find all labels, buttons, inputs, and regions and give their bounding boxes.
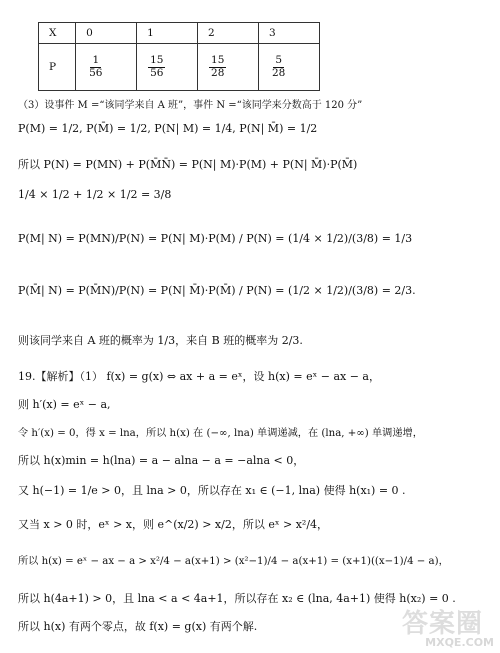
table-cell: X <box>39 23 76 44</box>
text-line-inequality: 又当 x > 0 时，eˣ > x，则 e^(x/2) > x/2，所以 eˣ > x²/4， <box>18 518 329 531</box>
watermark-text: 答案圈 <box>402 609 484 639</box>
text-line-zero-x2: 所以 h(4a+1) > 0，且 lna < a < 4a+1，所以存在 x₂ ∈ (lna, 4a+1) 使得 h(x₂) = 0 . <box>18 592 456 605</box>
formula-line-bayes-b: P(M̄| N) = P(M̄N)/P(N) = P(N| M̄)·P(M̄) / P(N) = (1/2 × 1/2)/(3/8) = 2/3. <box>18 284 416 297</box>
denominator: 56 <box>150 66 164 79</box>
distribution-table <box>38 22 320 91</box>
formula-line-compute: 1/4 × 1/2 + 1/2 × 1/2 = 3/8 <box>18 188 172 201</box>
formula-line-bound: 所以 h(x) = eˣ − ax − a > x²/4 − a(x+1) > (x²−1)/4 − a(x+1) = (x+1)((x−1)/4 − a)， <box>18 556 449 567</box>
formula-line-derivative: 则 h′(x) = eˣ − a, <box>18 398 111 411</box>
text-line-monotonic: 令 h′(x) = 0，得 x = lna，所以 h(x) 在 (−∞, lna) 单调递减，在 (lna, +∞) 单调递增， <box>18 428 423 439</box>
formula-line-total-prob: 所以 P(N) = P(MN) + P(M̄N̄) = P(N| M)·P(M) + P(N| M̄)·P(M̄) <box>18 158 358 171</box>
text-line-q19: 19.【解析】（1） f(x) = g(x) ⇔ ax + a = eˣ，设 h(x) = eˣ − ax − a， <box>18 370 380 383</box>
fraction <box>209 55 226 78</box>
table-prob-row <box>39 44 320 91</box>
numerator: 1 <box>92 54 100 67</box>
numerator: 5 <box>275 54 283 67</box>
table-cell: 0 <box>76 23 137 44</box>
text-line-zero-x1: 又 h(−1) = 1/e > 0，且 lna > 0，所以存在 x₁ ∈ (−1, lna) 使得 h(x₁) = 0 . <box>18 484 406 497</box>
watermark-url: MXQE.COM <box>425 636 494 649</box>
denominator: 28 <box>272 66 286 79</box>
text-line-conclusion: 则该同学来自 A 班的概率为 1/3，来自 B 班的概率为 2/3. <box>18 334 303 347</box>
denominator: 56 <box>89 66 103 79</box>
fraction <box>148 55 165 78</box>
formula-line-probabilities: P(M) = 1/2, P(M̄) = 1/2, P(N| M) = 1/4, P(N| M̄) = 1/2 <box>18 122 318 135</box>
text-line-event-def: （3）设事件 M =“该同学来自 A 班”，事件 N =“该同学来分数高于 120 分” <box>18 100 363 111</box>
table-cell: 1 <box>137 23 198 44</box>
table-cell <box>259 44 320 91</box>
fraction <box>270 55 287 78</box>
numerator: 15 <box>211 54 225 67</box>
denominator: 28 <box>211 66 225 79</box>
text-line-final: 所以 h(x) 有两个零点，故 f(x) = g(x) 有两个解. <box>18 620 258 633</box>
table-cell: 2 <box>198 23 259 44</box>
table-cell <box>137 44 198 91</box>
numerator: 15 <box>150 54 164 67</box>
table-cell: 3 <box>259 23 320 44</box>
table-header-row <box>39 23 320 44</box>
watermark-logo <box>402 603 494 649</box>
table-cell: P <box>39 44 76 91</box>
table-cell <box>76 44 137 91</box>
formula-line-minimum: 所以 h(x)min = h(lna) = a − alna − a = −alna < 0， <box>18 454 305 467</box>
table-cell <box>198 44 259 91</box>
formula-line-bayes-a: P(M| N) = P(MN)/P(N) = P(N| M)·P(M) / P(N) = (1/4 × 1/2)/(3/8) = 1/3 <box>18 232 413 245</box>
fraction <box>87 55 104 78</box>
